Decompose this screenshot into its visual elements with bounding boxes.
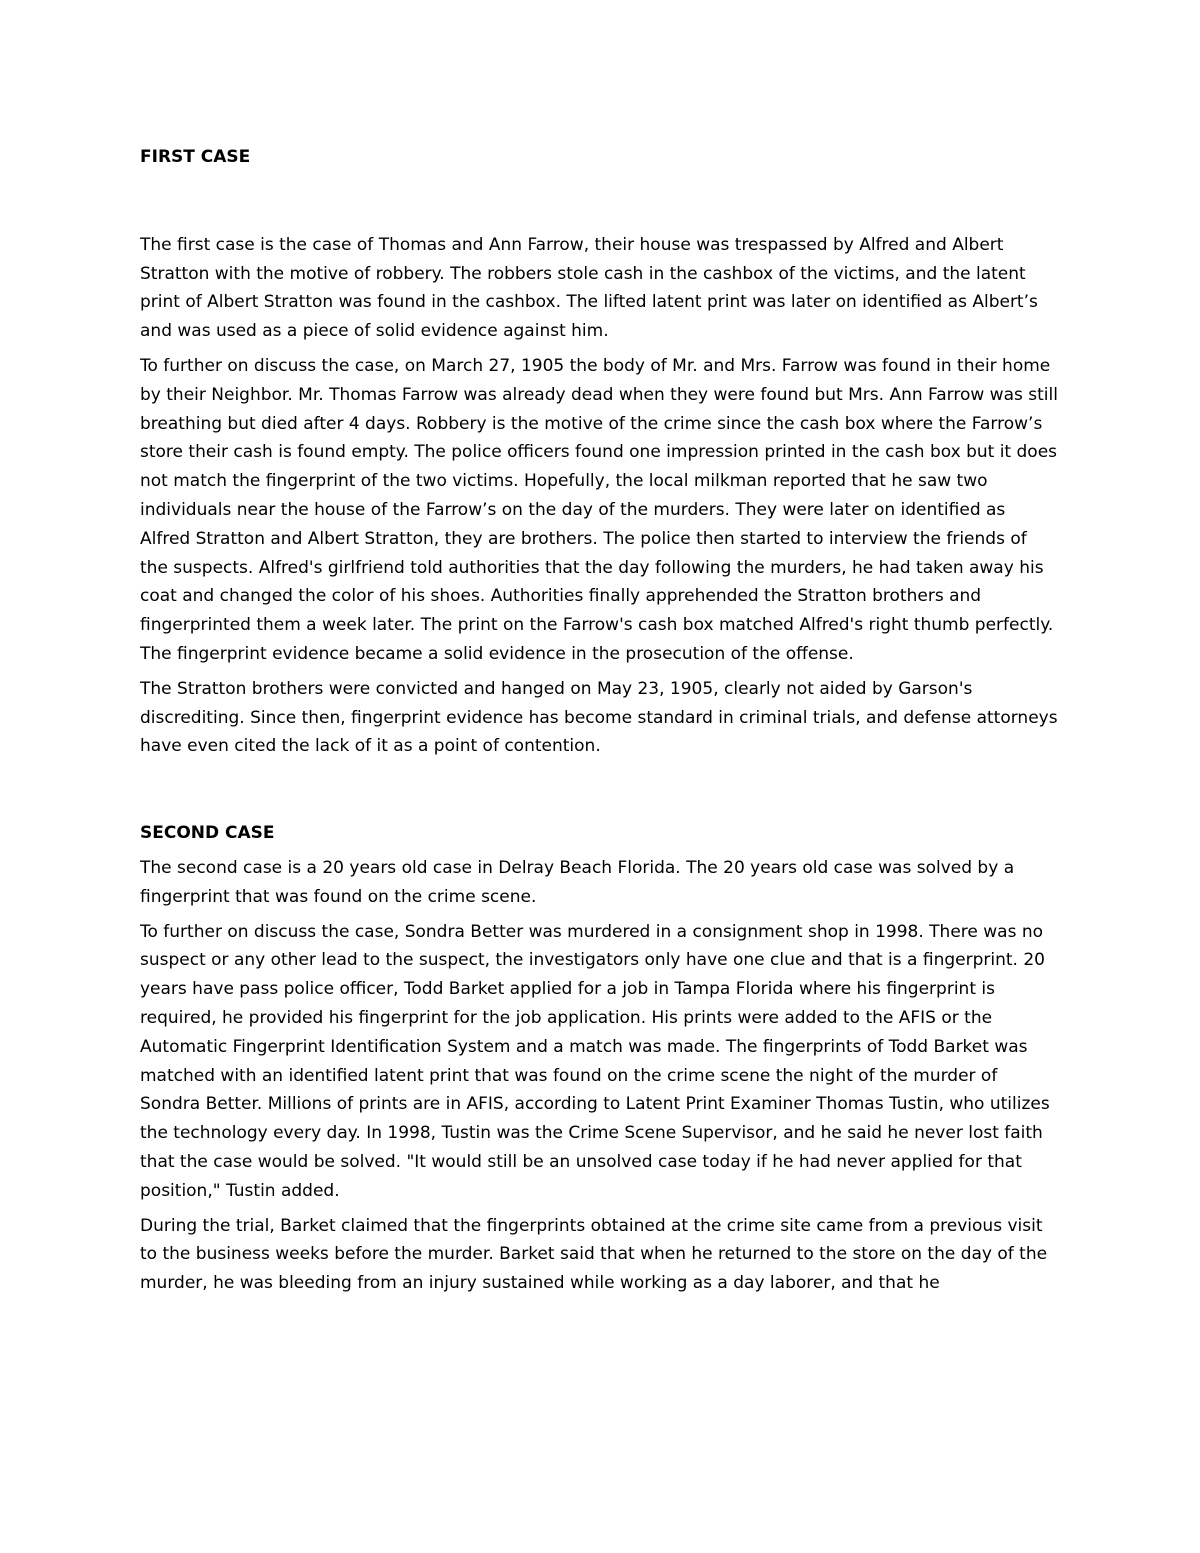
spacer (140, 172, 1060, 231)
second-case-paragraph-1: The second case is a 20 years old case in Delray Beach Florida. The 20 years old case was solved by a fingerprint that was found on the crime scene. (140, 857, 1015, 907)
document-body (140, 143, 1060, 1298)
second-case-paragraph-2: To further on discuss the case, Sondra Better was murdered in a consignment shop in 1998. There was no suspect or any other lead to the suspect, the investigators only have one clue and that is a fingerprint. 20 years have pass police officer, Todd Barket applied for a job in Tampa Florida where his fingerprint is required, he provided his fingerprint for the job application. His prints were added to the AFIS or the Automatic Fingerprint Identification System and a match was made. The fingerprints of Todd Barket was matched with an identified latent print that was found on the crime scene the night of the murder of Sondra Better. Millions of prints are in AFIS, according to Latent Print Examiner Thomas Tustin, who utilizes the technology every day. In 1998, Tustin was the Crime Scene Supervisor, and he said he never lost faith that the case would be solved. "It would still be an unsolved case today if he had never applied for that position," Tustin added. (140, 921, 1050, 1201)
spacer (140, 761, 1060, 819)
second-case-heading: SECOND CASE (140, 823, 275, 844)
first-case-paragraph-3: The Stratton brothers were convicted and hanged on May 23, 1905, clearly not aided by Garson's discrediting. Since then, fingerprint evidence has become standard in criminal trials, and defense attorneys have even cited the lack of it as a point of contention. (140, 678, 1058, 757)
second-case-paragraph-3: During the trial, Barket claimed that the fingerprints obtained at the crime site came from a previous visit to the business weeks before the murder. Barket said that when he returned to the store on the day of the murder, he was bleeding from an injury sustained while working as a day laborer, and that he (140, 1215, 1048, 1294)
first-case-paragraph-1: The first case is the case of Thomas and Ann Farrow, their house was trespassed by Alfred and Albert Stratton with the motive of robbery. The robbers stole cash in the cashbox of the victims, and the latent print of Albert Stratton was found in the cashbox. The lifted latent print was later on identified as Albert’s and was used as a piece of solid evidence against him. (140, 234, 1038, 342)
first-case-paragraph-2: To further on discuss the case, on March 27, 1905 the body of Mr. and Mrs. Farrow was found in their home by their Neighbor. Mr. Thomas Farrow was already dead when they were found but Mrs. Ann Farrow was still breathing but died after 4 days. Robbery is the motive of the crime since the cash box where the Farrow’s store their cash is found empty. The police officers found one impression printed in the cash box but it does not match the fingerprint of the two victims. Hopefully, the local milkman reported that he saw two individuals near the house of the Farrow’s on the day of the murders. They were later on identified as Alfred Stratton and Albert Stratton, they are brothers. The police then started to interview the friends of the suspects. Alfred's girlfriend told authorities that the day following the murders, he had taken away his coat and changed the color of his shoes. Authorities finally apprehended the Stratton brothers and fingerprinted them a week later. The print on the Farrow's cash box matched Alfred's right thumb perfectly. The fingerprint evidence became a solid evidence in the prosecution of the offense. (140, 355, 1058, 664)
first-case-heading: FIRST CASE (140, 147, 251, 167)
